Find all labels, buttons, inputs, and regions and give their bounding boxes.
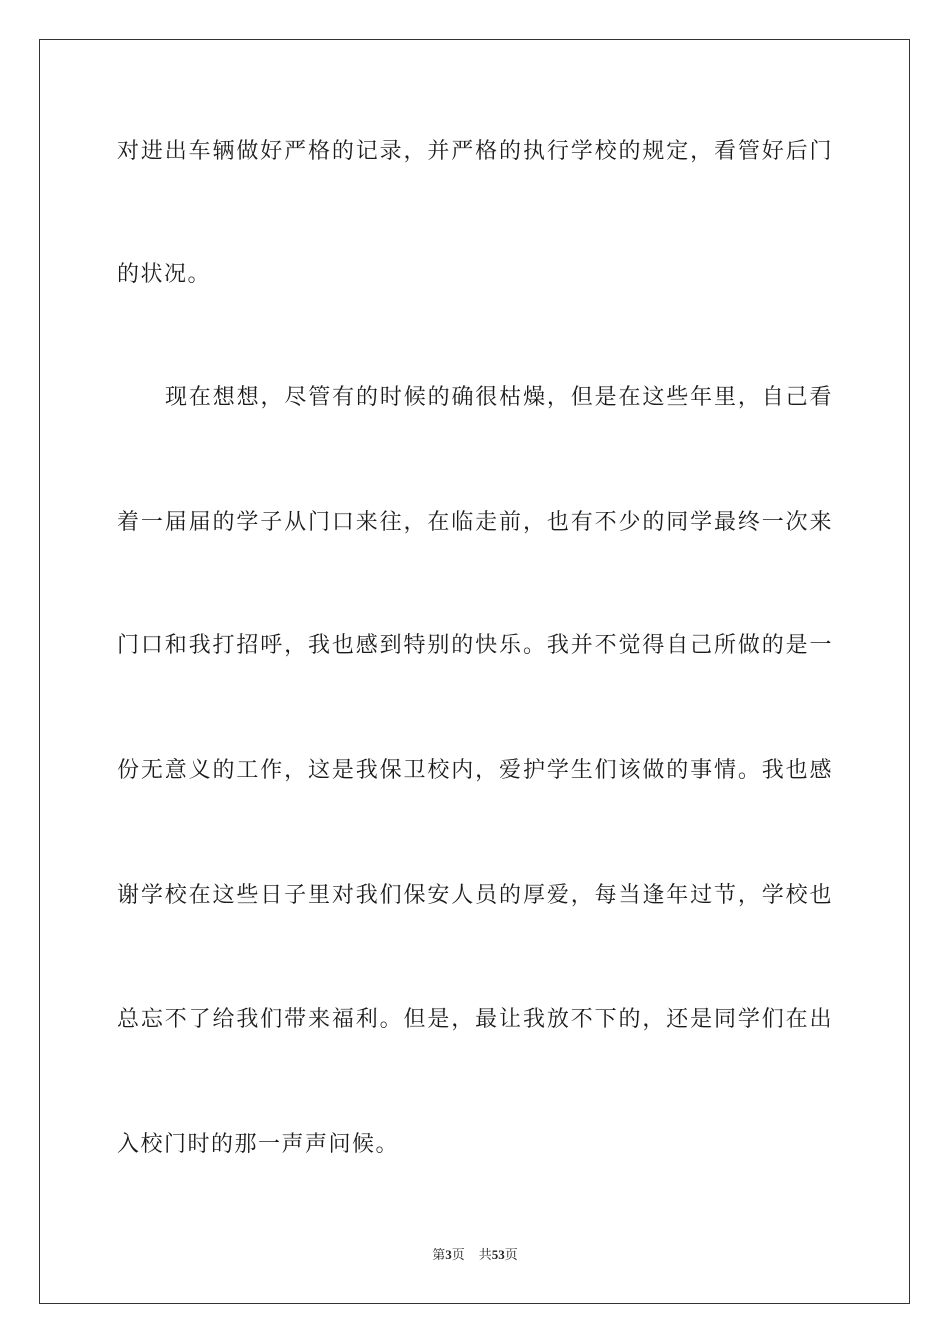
total-pages: 53 <box>491 1247 505 1262</box>
total-suffix: 页 <box>504 1248 518 1263</box>
total-prefix: 共 <box>478 1248 492 1263</box>
body-line-5: 门口和我打招呼，我也感到特别的快乐。我并不觉得自己所做的是一 <box>117 633 833 658</box>
page-number: 3 <box>445 1247 452 1262</box>
body-line-3: 现在想想，尽管有的时候的确很枯燥，但是在这些年里，自己看 <box>165 385 833 410</box>
body-line-2: 的状况。 <box>117 262 212 287</box>
page-prefix: 第 <box>432 1248 446 1263</box>
body-line-4: 着一届届的学子从门口来往，在临走前，也有不少的同学最终一次来 <box>117 510 833 535</box>
body-line-6: 份无意义的工作，这是我保卫校内，爱护学生们该做的事情。我也感 <box>117 758 833 783</box>
page-suffix: 页 <box>451 1248 465 1263</box>
body-line-1: 对进出车辆做好严格的记录，并严格的执行学校的规定，看管好后门 <box>117 139 833 164</box>
body-line-9: 入校门时的那一声声问候。 <box>117 1132 400 1157</box>
page-footer <box>0 1245 950 1266</box>
page-border <box>39 39 910 1304</box>
body-line-8: 总忘不了给我们带来福利。但是，最让我放不下的，还是同学们在出 <box>117 1007 833 1032</box>
body-line-7: 谢学校在这些日子里对我们保安人员的厚爱，每当逢年过节，学校也 <box>117 883 833 908</box>
